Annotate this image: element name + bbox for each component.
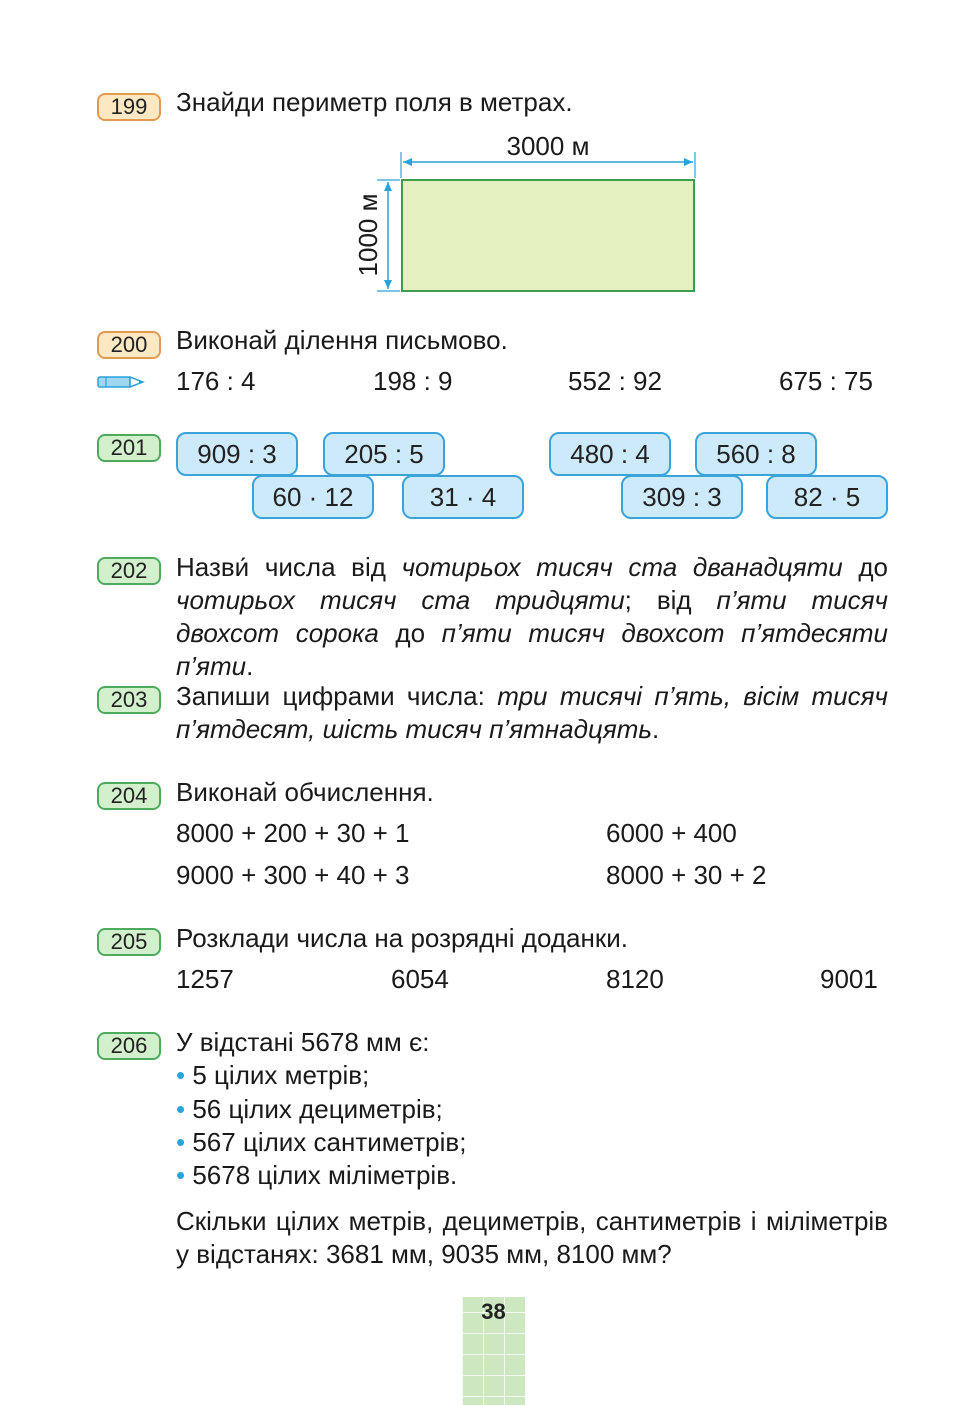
width-label: 3000 м bbox=[506, 131, 590, 161]
field-diagram bbox=[340, 125, 720, 300]
task-199-text: Знайди периметр поля в метрах. bbox=[176, 87, 573, 117]
height-label: 1000 м bbox=[353, 193, 383, 277]
expression-card: 31 · 4 bbox=[402, 475, 524, 519]
task-200-text: Виконай ділення письмово. bbox=[176, 325, 508, 355]
bullet-dot: • bbox=[176, 1127, 186, 1157]
task-number-203: 203 bbox=[97, 686, 161, 714]
expression-card: 309 : 3 bbox=[621, 475, 743, 519]
task-206-question: Скільки цілих метрів, дециметрів, сантиметрів і міліметрів у відстанях: 3681 мм, 9035 мм, 8100 мм? bbox=[176, 1206, 888, 1269]
division-expr-2: 198 : 9 bbox=[373, 366, 453, 396]
task-number-204: 204 bbox=[97, 782, 161, 810]
expression-card: 560 : 8 bbox=[695, 432, 817, 476]
task-206-text: У відстані 5678 мм є: bbox=[176, 1027, 430, 1057]
expression-card: 82 · 5 bbox=[766, 475, 888, 519]
task-205-text: Розклади числа на розрядні доданки. bbox=[176, 923, 628, 953]
number-item: 9001 bbox=[820, 964, 878, 994]
division-expr-4: 675 : 75 bbox=[779, 366, 873, 396]
page-number-tab bbox=[462, 1297, 525, 1405]
sum-expr: 6000 + 400 bbox=[606, 818, 737, 848]
task-number-206: 206 bbox=[97, 1032, 161, 1060]
bullet-dot: • bbox=[176, 1060, 186, 1090]
expression-card: 480 : 4 bbox=[549, 432, 671, 476]
expression-card: 205 : 5 bbox=[323, 432, 445, 476]
sum-expr: 8000 + 30 + 2 bbox=[606, 860, 767, 890]
sum-expr: 9000 + 300 + 40 + 3 bbox=[176, 860, 410, 890]
expression-card: 60 · 12 bbox=[252, 475, 374, 519]
task-number-200: 200 bbox=[97, 331, 161, 359]
task-number-205: 205 bbox=[97, 928, 161, 956]
sum-expr: 8000 + 200 + 30 + 1 bbox=[176, 818, 410, 848]
pencil-icon bbox=[97, 372, 145, 392]
bullet-dot: • bbox=[176, 1160, 186, 1190]
task-number-199: 199 bbox=[97, 93, 161, 121]
bullet-dot: • bbox=[176, 1094, 186, 1124]
list-item: • 5 цілих метрів; bbox=[176, 1060, 370, 1090]
list-item: • 56 цілих дециметрів; bbox=[176, 1094, 443, 1124]
task-204-text: Виконай обчислення. bbox=[176, 777, 434, 807]
field-rectangle bbox=[402, 180, 694, 291]
task-203-text: Запиши цифрами числа: три тисячі п’ять, вісім тисяч п’ятдесят, шість тисяч п’ятнадцять. bbox=[176, 681, 888, 744]
task-number-202: 202 bbox=[97, 557, 161, 585]
division-expr-1: 176 : 4 bbox=[176, 366, 256, 396]
task-number-201: 201 bbox=[97, 434, 161, 462]
number-item: 8120 bbox=[606, 964, 664, 994]
task-202-text: Назви́ числа від чотирьох тисяч ста дванадцяти до чотирьох тисяч ста тридцяти; від п’яти тисяч двохсот сорока до п’яти тисяч двохсот п’ятдесяти п’яти. bbox=[176, 552, 888, 681]
list-item: • 567 цілих сантиметрів; bbox=[176, 1127, 467, 1157]
expression-card: 909 : 3 bbox=[176, 432, 298, 476]
number-item: 6054 bbox=[391, 964, 449, 994]
list-item: • 5678 цілих міліметрів. bbox=[176, 1160, 458, 1190]
number-item: 1257 bbox=[176, 964, 234, 994]
division-expr-3: 552 : 92 bbox=[568, 366, 662, 396]
page-number: 38 bbox=[481, 1299, 506, 1324]
